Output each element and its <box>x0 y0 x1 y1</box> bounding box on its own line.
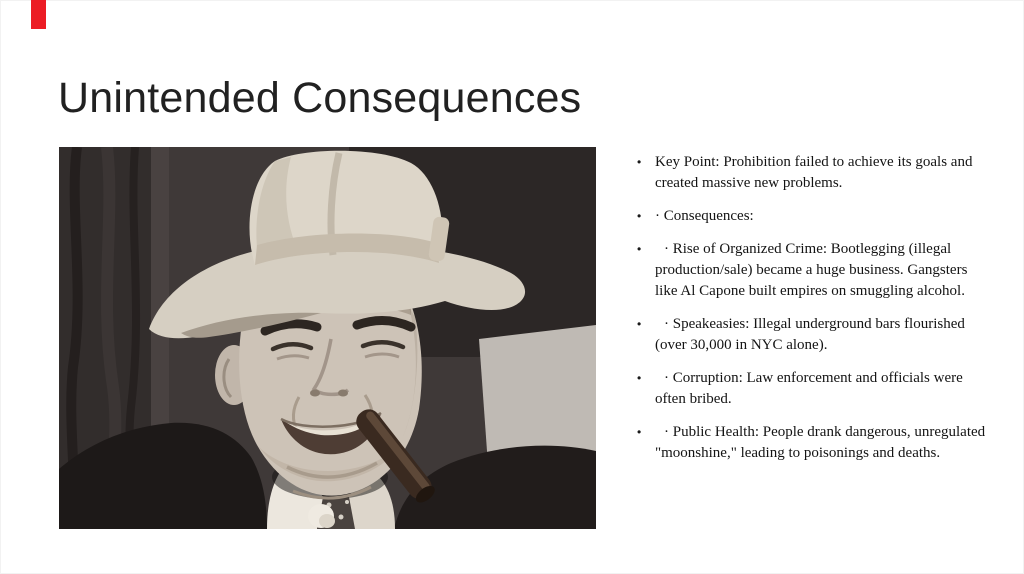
bullet-icon: • <box>637 242 642 256</box>
bullet-icon: • <box>637 425 642 439</box>
bullet-icon: • <box>637 317 642 331</box>
bullet-item <box>637 314 1005 356</box>
bullet-text: · Rise of Organized Crime: Bootlegging (illegal production/sale) became a huge business. Gangsters like Al Capone built empires on smuggling alcohol. <box>655 241 968 299</box>
red-bookmark <box>31 0 46 29</box>
slide-title: Unintended Consequences <box>58 73 582 122</box>
bullet-text: · Speakeasies: Illegal underground bars flourished (over 30,000 in NYC alone). <box>655 316 965 353</box>
bullet-item <box>637 206 1005 227</box>
bullet-text: Key Point: Prohibition failed to achieve its goals and created massive new problems. <box>655 154 973 191</box>
bullet-text: · Public Health: People drank dangerous, unregulated "moonshine," leading to poisonings and deaths. <box>655 424 986 461</box>
bullet-text: · Corruption: Law enforcement and officials were often bribed. <box>655 370 963 407</box>
al-capone-photo-drawing <box>59 147 596 529</box>
bullet-item <box>637 152 1005 194</box>
bullet-icon: • <box>637 209 642 223</box>
bullet-icon: • <box>637 155 642 169</box>
bullet-item <box>637 368 1005 410</box>
bullet-list <box>637 152 1005 476</box>
bullet-text: · Consequences: <box>655 208 754 224</box>
al-capone-photo <box>59 147 596 529</box>
bullet-item <box>637 422 1005 464</box>
bullet-item <box>637 239 1005 302</box>
bullet-icon: • <box>637 371 642 385</box>
